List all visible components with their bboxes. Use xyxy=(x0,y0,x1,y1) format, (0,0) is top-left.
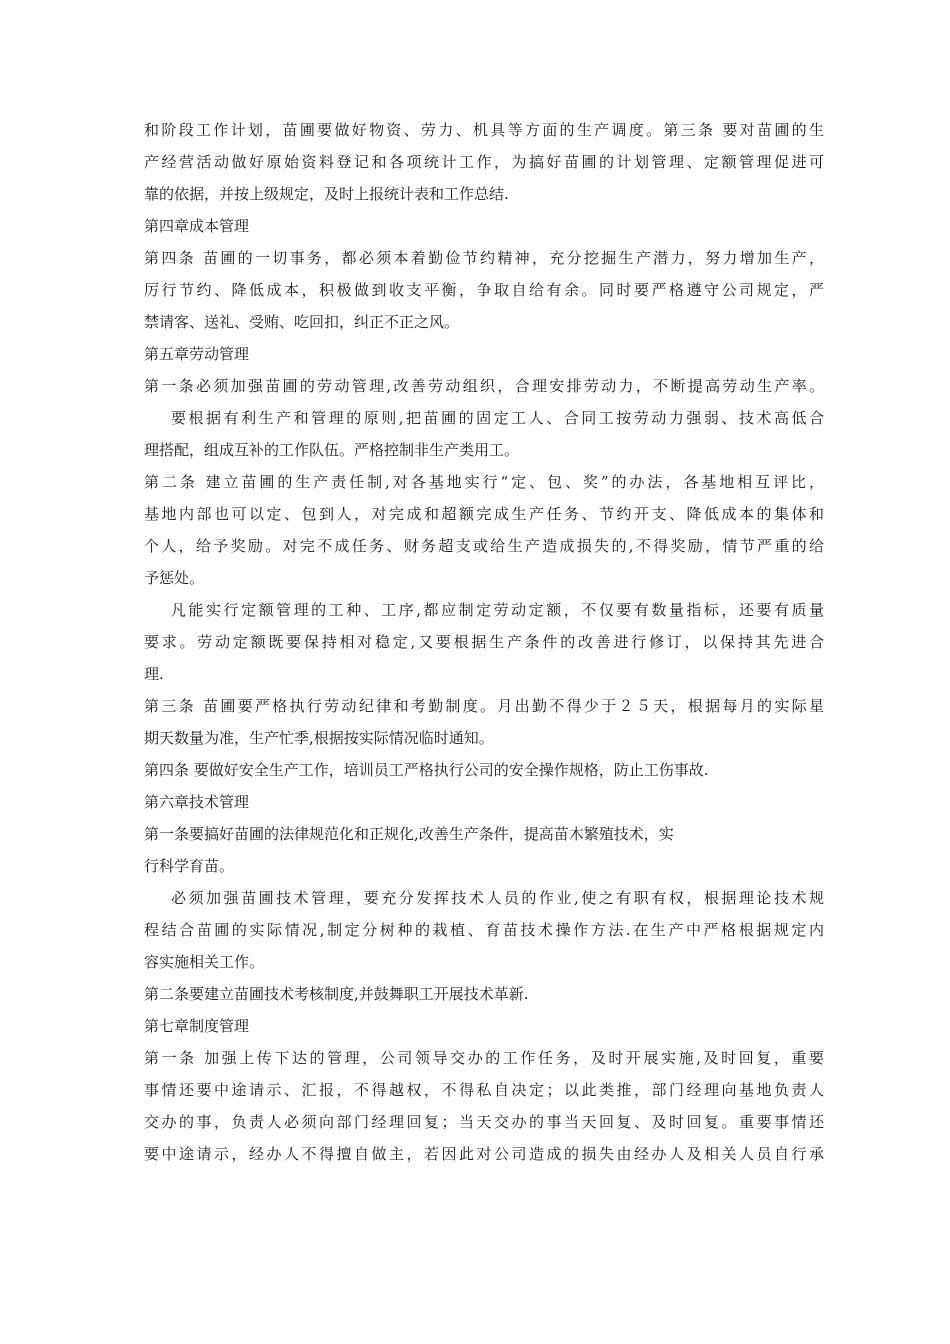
text-line: 要中途请示，经办人不得擅自做主，若因此对公司造成的损失由经办人及相关人员自行承 xyxy=(144,1145,824,1163)
text-line: 个人，给予奖励。对完不成任务、财务超支或给生产造成损失的,不得奖励，情节严重的给 xyxy=(144,537,824,555)
chapter-heading: 第五章劳动管理 xyxy=(144,345,250,363)
text-line: 第三条 苗圃要严格执行劳动纪律和考勤制度。月出勤不得少于２５天，根据每月的实际星 xyxy=(144,697,824,715)
text-line: 第一条必须加强苗圃的劳动管理,改善劳动组织，合理安排劳动力，不断提高劳动生产率。 xyxy=(144,377,824,395)
text-line: 第二条 建立苗圃的生产责任制,对各基地实行“定、包、奖”的办法，各基地相互评比， xyxy=(144,473,824,491)
text-line: 第一条 加强上传下达的管理，公司领导交办的工作任务，及时开展实施,及时回复，重要 xyxy=(144,1049,824,1067)
text-line: 靠的依据，并按上级规定，及时上报统计表和工作总结. xyxy=(144,185,509,203)
text-line: 要根据有利生产和管理的原则,把苗圃的固定工人、合同工按劳动力强弱、技术高低合 xyxy=(171,409,824,427)
text-line: 交办的事，负责人必须向部门经理回复；当天交办的事当天回复、及时回复。重要事情还 xyxy=(144,1113,824,1131)
text-line: 理. xyxy=(144,665,164,683)
chapter-heading: 第六章技术管理 xyxy=(144,793,250,811)
text-line: 必须加强苗圃技术管理，要充分发挥技术人员的作业,使之有职有权，根据理论技术规 xyxy=(171,889,824,907)
chapter-heading: 第四章成本管理 xyxy=(144,217,250,235)
text-line: 和阶段工作计划，苗圃要做好物资、劳力、机具等方面的生产调度。第三条 要对苗圃的生 xyxy=(144,121,824,139)
text-line: 期天数量为准，生产忙季,根据按实际情况临时通知。 xyxy=(144,729,494,747)
text-line: 第一条要搞好苗圃的法律规范化和正规化,改善生产条件，提高苗木繁殖技术，实 xyxy=(144,825,674,843)
text-line: 予惩处。 xyxy=(144,569,205,587)
text-line: 产经营活动做好原始资料登记和各项统计工作，为搞好苗圃的计划管理、定额管理促进可 xyxy=(144,153,824,171)
text-line: 凡能实行定额管理的工种、工序,都应制定劳动定额，不仅要有数量指标，还要有质量 xyxy=(171,601,824,619)
text-line: 禁请客、送礼、受贿、吃回扣，纠正不正之风。 xyxy=(144,313,460,331)
text-line: 理搭配，组成互补的工作队伍。严格控制非生产类用工。 xyxy=(144,441,520,459)
text-line: 行科学育苗。 xyxy=(144,857,235,875)
text-line: 第四条 要做好安全生产工作，培训员工严格执行公司的安全操作规格，防止工伤事故. xyxy=(144,761,709,779)
text-line: 第二条要建立苗圃技术考核制度,并鼓舞职工开展技术革新. xyxy=(144,985,529,1003)
text-line: 容实施相关工作。 xyxy=(144,953,265,971)
text-line: 要求。劳动定额既要保持相对稳定,又要根据生产条件的改善进行修订，以保持其先进合 xyxy=(144,633,824,651)
text-line: 第四条 苗圃的一切事务，都必须本着勤俭节约精神，充分挖掘生产潜力，努力增加生产， xyxy=(144,249,824,267)
text-line: 厉行节约、降低成本，积极做到收支平衡，争取自给有余。同时要严格遵守公司规定，严 xyxy=(144,281,824,299)
text-line: 基地内部也可以定、包到人，对完成和超额完成生产任务、节约开支、降低成本的集体和 xyxy=(144,505,824,523)
chapter-heading: 第七章制度管理 xyxy=(144,1017,250,1035)
text-line: 事情还要中途请示、汇报，不得越权，不得私自决定；以此类推，部门经理向基地负责人 xyxy=(144,1081,824,1099)
text-line: 程结合苗圃的实际情况,制定分树种的栽植、育苗技术操作方法.在生产中严格根据规定内 xyxy=(144,921,824,939)
